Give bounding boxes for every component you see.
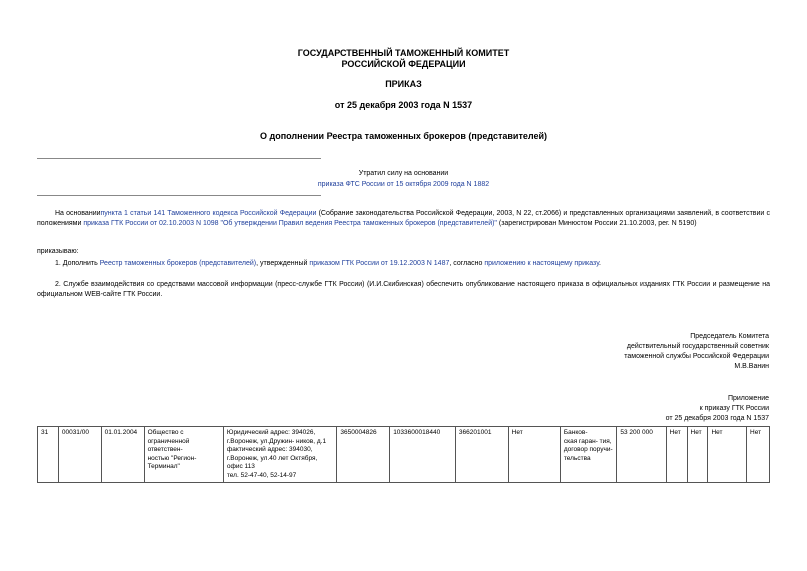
cell-inn: 3650004826 [337,427,390,483]
doc-date: от 25 декабря 2003 года N 1537 [334,100,473,110]
preamble-text-1: На основании [55,210,101,217]
signature-block [469,332,769,372]
cell-col12: Нет [687,427,708,483]
name-line: ностью "Регион- [147,454,197,462]
item-2: 2. Службе взаимодействия со средствами массовой информации (пресс-службе ГТК России) (И.И.Скибинская) обеспечить опубликование настоящего приказа в официальных изданиях ГТК России и размещение на официальном WEB-сайте ГТК России. [37,281,770,298]
cell-col14: Нет [747,427,770,483]
cell-ogrn: 1033600018440 [390,427,456,483]
address-line: г.Воронеж, ул.40 лет Октября, [226,454,318,462]
cell-col11: Нет [666,427,687,483]
cell-col8: Нет [508,427,560,483]
item1-text-4: . [599,260,601,267]
cell-address [223,427,337,483]
guarantee-line: договор поручи- [563,446,613,454]
guarantee-line: тельства [563,454,591,462]
name-line: Общество с [147,429,184,436]
preamble-text-2: (Собрание законодательства Российской Федерации, 2003, N 22, ст.2066) и представленных организациями заявлений, в соответствии с положениями [37,210,770,227]
guarantee-line: Банков- [563,429,588,436]
signature-line2: действительный государственный советник [626,343,769,350]
name-line: ограниченной [147,437,190,445]
signature-name: М.В.Ванин [734,363,769,370]
cell-amount: 53 200 000 [617,427,666,483]
cell-date: 01.01.2004 [101,427,144,483]
table-row [38,427,770,483]
item1-link-order[interactable]: приказом ГТК России от 19.12.2003 N 1487 [309,260,450,267]
cell-name [144,427,223,483]
appendix-table [37,426,770,483]
address-line: тел. 52-47-40, 52-14-97 [226,471,297,479]
appendix-block [469,394,769,424]
appendix-line2: к приказу ГТК России [699,405,769,412]
status-line: Утратил силу на основании [358,170,449,177]
item1-link-appendix[interactable]: приложению к настоящему приказу [484,260,599,267]
address-line: фактический адрес: 394030, [226,446,313,454]
preamble-link-order[interactable]: приказа ГТК России от 02.10.2003 N 1098 "Об утверждении Правил ведения Реестра таможенных брокеров (представителей)" [83,220,497,227]
org-name-line1: ГОСУДАРСТВЕННЫЙ ТАМОЖЕННЫЙ КОМИТЕТ [297,48,510,58]
preamble-text-3: (зарегистрирован Минюстом России 21.10.2003, рег. N 5190) [496,220,697,227]
signature-line3: таможенной службы Российской Федерации [624,353,769,360]
doc-type: ПРИКАЗ [385,79,422,89]
address-line: офис 113 [226,463,255,471]
cell-num: 31 [38,427,59,483]
item-1 [37,259,770,269]
cell-col13: Нет [708,427,747,483]
item1-text-3: , согласно [449,260,485,267]
name-line: ответствен- [147,446,183,454]
preamble-link-tk[interactable]: пункта 1 статьи 141 Таможенного кодекса Российской Федерации [100,210,317,217]
preamble-paragraph [37,209,770,229]
name-line: Терминал" [147,463,180,471]
appendix-line3: от 25 декабря 2003 года N 1537 [665,415,769,422]
cell-kpp: 366201001 [455,427,508,483]
doc-title: О дополнении Реестра таможенных брокеров (представителей) [260,131,547,141]
divider-bottom [37,195,321,196]
address-line: Юридический адрес: 394026, [226,429,316,436]
guarantee-line: ская гаран- тия, [563,437,612,445]
signature-line1: Председатель Комитета [690,333,769,340]
cell-guarantee [560,427,616,483]
item1-link-registry[interactable]: Реестр таможенных брокеров (представителей) [99,260,257,267]
item1-text-2: , утвержденный [256,260,310,267]
appendix-line1: Приложение [727,395,769,402]
status-link[interactable]: приказа ФТС России от 15 октября 2009 года N 1882 [317,181,490,188]
divider-top [37,158,321,159]
org-name-line2: РОССИЙСКОЙ ФЕДЕРАЦИИ [341,59,466,69]
address-line: г.Воронеж, ул.Дружин- ников, д.1 [226,437,327,445]
order-word: приказываю: [37,248,79,255]
item1-text-1: 1. Дополнить [55,260,100,267]
cell-reg-no: 00031/00 [58,427,101,483]
